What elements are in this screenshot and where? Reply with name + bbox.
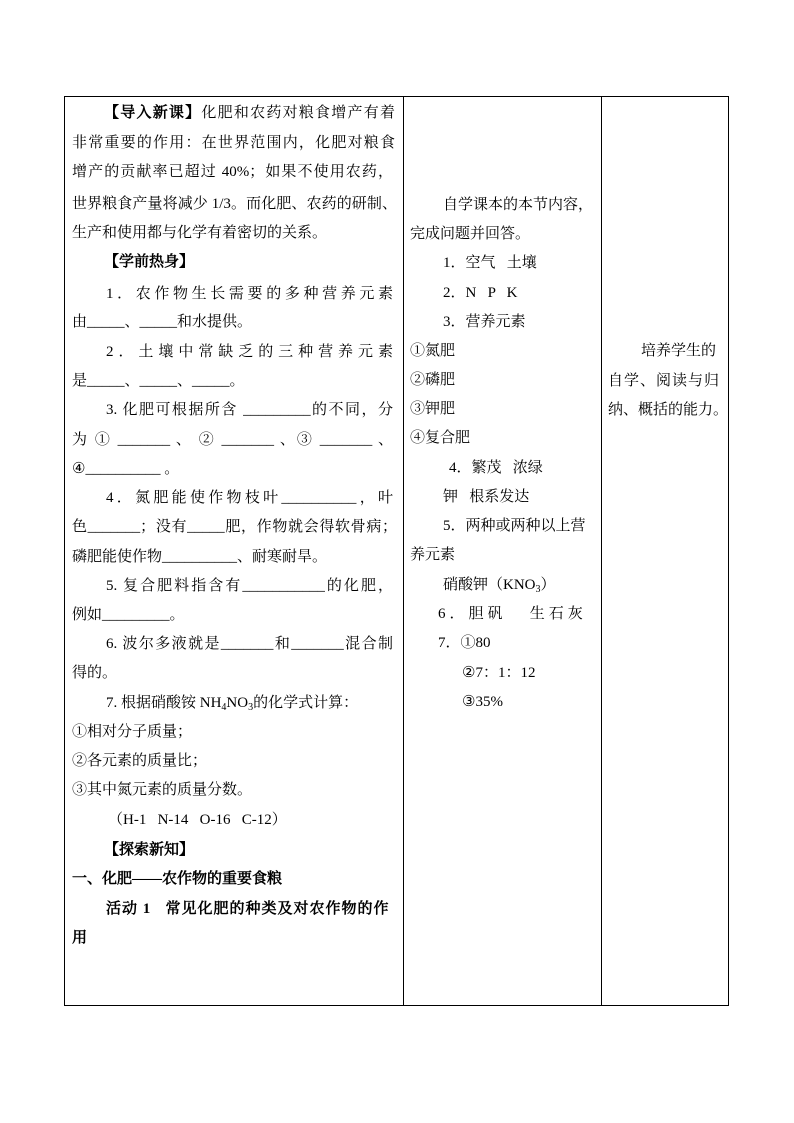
- answer-line-4: 2．N P K: [443, 285, 518, 301]
- answer-line-11: 钾 根系发达: [443, 489, 530, 505]
- answer-line-7: ②磷肥: [410, 372, 456, 388]
- answer-line-8: ③钾肥: [410, 401, 456, 417]
- answer-line-3: 1．空气 土壤: [443, 255, 537, 271]
- question-7-item-1: ①相对分子质量；: [72, 724, 193, 740]
- kno3-close: ）: [540, 577, 556, 593]
- intro-line-3: 增产的贡献率已超过 40%；如果不使用农药，: [72, 164, 393, 180]
- intro-heading: 【导入新课】: [104, 105, 202, 121]
- subscript-3: 3: [535, 584, 541, 595]
- question-6-line-1: 6. 波尔多液就是_______和_______混合制: [106, 636, 393, 652]
- answer-line-6: ①氮肥: [410, 343, 456, 359]
- explore-heading: 【探索新知】: [104, 842, 195, 858]
- question-2-line-1: 2．土壤中常缺乏的三种营养元素: [106, 344, 393, 360]
- answer-line-14: [443, 575, 556, 595]
- question-3-line-1: 3. 化肥可根据所含 _________的不同，分: [106, 402, 393, 418]
- relative-atomic-masses: （H-1 N-14 O-16 C-12）: [108, 812, 287, 828]
- answer-line-1: 自学课本的本节内容，: [443, 197, 594, 213]
- activity-title-line-2: 用: [72, 930, 88, 946]
- answer-line-13: 养元素: [410, 547, 456, 563]
- question-4-line-2: 色_______；没有_____肥，作物就会得软骨病；: [72, 519, 397, 535]
- answer-line-10: 4．繁茂 浓绿: [449, 460, 543, 476]
- question-2-line-2: 是_____、_____、_____。: [72, 373, 245, 389]
- question-7-text: 7. 根据硝酸铵 NH: [106, 695, 222, 711]
- question-7-item-3: ③其中氮元素的质量分数。: [72, 782, 253, 798]
- warmup-heading: 【学前热身】: [104, 254, 195, 270]
- section-title: 一、化肥——农作物的重要食粮: [72, 871, 283, 887]
- question-7-text-end: 的化学式计算：: [253, 695, 359, 711]
- answer-line-17: ②7：1：12: [462, 665, 536, 681]
- subscript-3: 3: [248, 702, 254, 713]
- question-4-line-1: 4．氮肥能使作物枝叶__________，叶: [106, 490, 393, 506]
- question-1-line-2: 由_____、_____和水提供。: [72, 314, 253, 330]
- intro-line-5: 生产和使用都与化学有着密切的关系。: [72, 225, 328, 241]
- formula-part: NO: [226, 695, 249, 711]
- answer-line-18: ③35%: [462, 694, 503, 710]
- intro-text: 化肥和农药对粮食增产有着: [201, 105, 395, 121]
- question-4-line-3: 磷肥能使作物__________、耐寒耐旱。: [72, 549, 328, 565]
- question-7-item-2: ②各元素的质量比；: [72, 753, 208, 769]
- intro-line-2: 非常重要的作用：在世界范围内，化肥对粮食: [72, 135, 395, 151]
- question-3-line-3: ④__________ 。: [72, 461, 180, 477]
- question-3-line-2: 为 ① _______ 、 ② _______ 、③ _______ 、: [72, 432, 393, 448]
- answer-line-15: 6．胆矾 生石灰: [438, 606, 587, 622]
- question-5-line-2: 例如_________。: [72, 607, 185, 623]
- intro-line-1: [104, 103, 395, 123]
- kno3-text: 硝酸钾（KNO: [443, 577, 536, 593]
- answer-line-16: 7．①80: [438, 635, 491, 651]
- question-5-line-1: 5. 复合肥料指含有___________的化肥，: [106, 578, 393, 594]
- objective-line-3: 纳、概括的能力。: [608, 402, 729, 418]
- answer-line-5: 3．营养元素: [443, 314, 526, 330]
- objective-line-2: 自学、阅读与归: [608, 373, 721, 389]
- question-7-line-1: [106, 693, 358, 713]
- answer-line-2: 完成问题并回答。: [410, 226, 531, 242]
- subscript-4: 4: [221, 702, 227, 713]
- objective-line-1: 培养学生的: [641, 343, 717, 359]
- answer-line-12: 5．两种或两种以上营: [443, 518, 586, 534]
- question-1-line-1: 1．农作物生长需要的多种营养元素: [106, 286, 393, 302]
- answer-line-9: ④复合肥: [410, 430, 471, 446]
- activity-title-line-1: 活动 1 常见化肥的种类及对农作物的作: [106, 901, 390, 917]
- question-6-line-2: 得的。: [72, 665, 118, 681]
- design-intent-cell: [601, 96, 729, 1006]
- intro-line-4: 世界粮食产量将减少 1/3。而化肥、农药的研制、: [72, 196, 397, 212]
